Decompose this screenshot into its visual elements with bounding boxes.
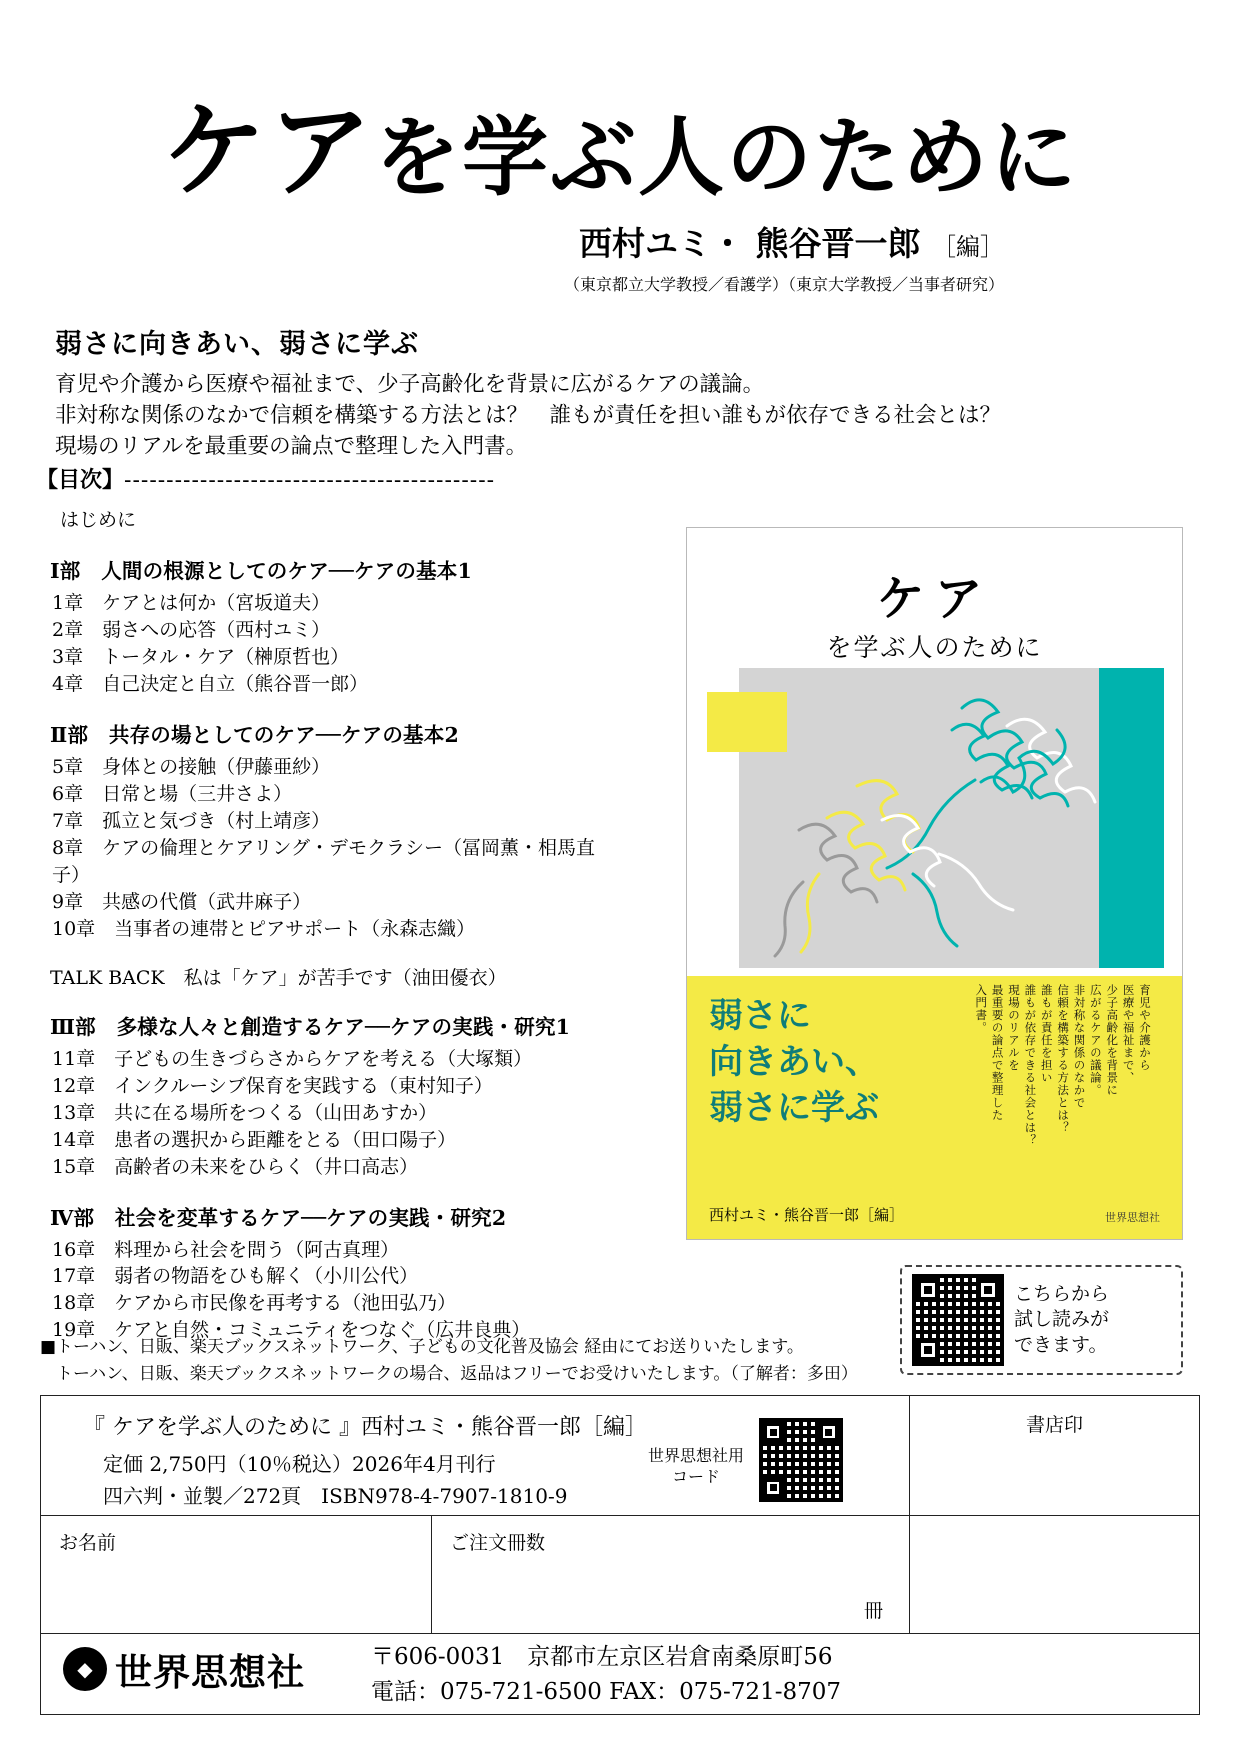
qr-eye-top-right xyxy=(818,1421,840,1443)
sample-read-box[interactable] xyxy=(900,1265,1183,1375)
toc-group-1 xyxy=(50,554,610,698)
lead-line-3: 現場のリアルを最重要の論点で整理した入門書。 xyxy=(55,434,528,460)
cover-vertical-copy xyxy=(974,984,1152,1184)
order-book-spec: 四六判・並製／272頁 ISBN978-4-7907-1810-9 xyxy=(103,1484,568,1508)
toc-intro: はじめに xyxy=(60,509,137,531)
cover-vcol: 現場のリアルを xyxy=(1007,984,1021,1072)
customer-name-label: お名前 xyxy=(59,1532,117,1554)
authors xyxy=(579,218,1004,265)
publisher-logo xyxy=(63,1642,305,1696)
publisher-code-label-line-1: 世界思想社用 xyxy=(647,1446,744,1465)
editor-mark: ［編］ xyxy=(932,233,1004,261)
toc-chapter: 18章 ケアから市民像を再考する（池田弘乃） xyxy=(52,1292,457,1315)
main-title-part2: を学ぶ人のために xyxy=(374,107,1078,208)
toc-chapter: 15章 高齢者の未来をひらく（井口高志） xyxy=(52,1155,419,1178)
toc-chapter: 6章 日常と場（三井さよ） xyxy=(52,782,293,805)
qr-code-sample-read[interactable] xyxy=(912,1274,1004,1366)
sample-read-line-3: できます。 xyxy=(1014,1333,1108,1356)
qr-eye-top-right xyxy=(976,1278,1000,1302)
toc-group-3 xyxy=(50,1010,610,1181)
toc-chapter: 2章 弱さへの応答（西村ユミ） xyxy=(52,618,331,641)
distribution-line-2: トーハン、日販、楽天ブックスネットワークの場合、返品はフリーでお受けいたします。（了解者：多田） xyxy=(56,1364,858,1385)
toc-chapter: 11章 子どもの生きづらさからケアを考える（大塚類） xyxy=(52,1047,533,1070)
qr-code-publisher-code[interactable] xyxy=(759,1418,843,1502)
order-form-input-row xyxy=(41,1516,1199,1634)
toc-chapter: 13章 共に在る場所をつくる（山田あすか） xyxy=(52,1101,438,1124)
cover-vcol: 医療や福祉まで、 xyxy=(1121,984,1136,1084)
publisher-code-label-line-2: コード xyxy=(671,1466,720,1486)
toc-chapter: 8章 ケアの倫理とケアリング・デモクラシー（冨岡薫・相馬直子） xyxy=(52,836,595,886)
toc-heading-dashes: -------------------------------------------- xyxy=(124,468,496,493)
toc-list xyxy=(50,505,610,1364)
cover-vcol: 広がるケアの議論。 xyxy=(1088,984,1103,1097)
cover-publisher: 世界思想社 xyxy=(1105,1211,1160,1224)
toc-chapter: 17章 弱者の物語をひも解く（小川公代） xyxy=(52,1265,419,1288)
toc-heading-label: 【目次】 xyxy=(36,467,125,493)
cover-vcol: 信頼を構築する方法とは？ xyxy=(1056,984,1071,1134)
cover-headline-line-1: 弱さに xyxy=(709,996,811,1036)
author-affiliations: （東京都立大学教授／看護学）（東京大学教授／当事者研究） xyxy=(563,275,1004,294)
sample-read-line-1: こちらから xyxy=(1014,1282,1110,1305)
publisher-emblem-icon xyxy=(63,1647,107,1691)
sample-read-line-2: 試し読みが xyxy=(1014,1308,1110,1331)
publisher-footer xyxy=(41,1634,1199,1712)
title-block xyxy=(0,89,1240,212)
order-form xyxy=(40,1395,1200,1715)
qr-eye-bottom-left xyxy=(916,1338,940,1362)
cover-lower xyxy=(687,976,1182,1239)
order-book-title: 『 ケアを学ぶ人のために 』西村ユミ・熊谷晋一郎［編］ xyxy=(83,1415,647,1440)
distribution-line-1: ■トーハン、日販、楽天ブックスネットワーク、子どもの文化普及協会 経由にてお送りいたします。 xyxy=(40,1337,804,1357)
main-title xyxy=(0,89,1240,212)
cover-subtitle: を学ぶ人のために xyxy=(826,633,1043,662)
cover-artwork xyxy=(707,668,1164,968)
cover-headline-line-2: 向きあい、 xyxy=(709,1041,879,1082)
publisher-telephone: 電話：075-721-6500 FAX：075-721-8707 xyxy=(371,1678,842,1705)
cover-vcol: 入門書。 xyxy=(974,984,989,1034)
order-form-book-row xyxy=(41,1396,1199,1516)
publisher-name: 世界思想社 xyxy=(115,1650,305,1694)
toc-chapter: 4章 自己決定と自立（熊谷晋一郎） xyxy=(52,672,369,695)
toc-chapter: 12章 インクルーシブ保育を実践する（東村知子） xyxy=(52,1074,493,1097)
toc-chapter: 10章 当事者の連帯とピアサポート（永森志織） xyxy=(52,917,476,940)
lead-headline: 弱さに向きあい、弱さに学ぶ xyxy=(55,329,419,360)
toc-chapter: 3章 トータル・ケア（榊原哲也） xyxy=(52,645,350,668)
toc-part-title: Ⅲ部 多様な人々と創造するケア──ケアの実践・研究1 xyxy=(50,1014,571,1039)
toc-chapter: 16章 料理から社会を問う（阿古真理） xyxy=(52,1238,400,1261)
cover-vcol: 育児や介護から xyxy=(1138,984,1152,1072)
lead-line-1: 育児や介護から医療や福祉まで、少子高齢化を背景に広がるケアの議論。 xyxy=(55,372,765,397)
publisher-contact xyxy=(371,1640,841,1709)
main-title-part1: ケア xyxy=(161,89,374,212)
cover-title: ケア xyxy=(876,571,993,627)
cover-headline xyxy=(709,994,879,1132)
order-quantity-label: ご注文冊数 xyxy=(450,1532,546,1554)
toc-chapter: 19章 ケアと自然・コミュニティをつなぐ（広井良典） xyxy=(52,1319,531,1342)
cover-vcol: 最重要の論点で整理した xyxy=(990,984,1005,1122)
toc-chapter: 14章 患者の選択から距離をとる（田口陽子） xyxy=(52,1128,457,1151)
customer-name-field[interactable] xyxy=(41,1516,431,1633)
qr-eye-top-left xyxy=(916,1278,940,1302)
sample-read-text xyxy=(1014,1282,1109,1359)
toc-part-title: Ⅳ部 社会を変革するケア──ケアの実践・研究2 xyxy=(50,1205,507,1230)
qr-eye-bottom-left xyxy=(762,1477,784,1499)
qr-eye-top-left xyxy=(762,1421,784,1443)
lead-copy xyxy=(55,322,1185,463)
toc-chapter: 5章 身体との接触（伊藤亜紗） xyxy=(52,755,331,778)
cover-vcol: 非対称な関係のなかで xyxy=(1072,984,1087,1109)
toc-part-title: Ⅱ部 共存の場としてのケア──ケアの基本2 xyxy=(50,722,459,747)
scribble-illustration xyxy=(707,668,1164,968)
authors-names: 西村ユミ・ 熊谷晋一郎 xyxy=(579,224,921,263)
cover-vcol: 誰もが依存できる社会とは？ xyxy=(1023,984,1038,1147)
distribution-note xyxy=(40,1334,860,1388)
publisher-address: 〒606-0031 京都市左京区岩倉南桑原町56 xyxy=(371,1644,833,1670)
toc-group-2 xyxy=(50,718,610,943)
order-quantity-field[interactable] xyxy=(431,1516,911,1633)
lead-line-2: 非対称な関係のなかで信頼を構築する方法とは？ 誰もが責任を担い誰もが依存できる社会とは？ xyxy=(55,403,1002,429)
order-quantity-unit: 冊 xyxy=(863,1600,883,1622)
toc-group-4 xyxy=(50,1201,610,1345)
toc-chapter: 9章 共感の代償（武井麻子） xyxy=(52,890,312,913)
cover-headline-line-3: 弱さに学ぶ xyxy=(709,1087,879,1128)
toc-heading xyxy=(36,463,495,494)
cover-vcol: 少子高齢化を背景に xyxy=(1105,984,1120,1097)
cover-upper xyxy=(687,528,1182,976)
cover-vcol: 誰もが責任を担い xyxy=(1039,984,1054,1084)
toc-chapter: 7章 孤立と気づき（村上靖彦） xyxy=(52,809,331,832)
order-book-price: 定価 2,750円（10％税込）2026年4月刊行 xyxy=(103,1452,496,1476)
toc-chapter: 1章 ケアとは何か（宮坂道夫） xyxy=(52,592,331,614)
bookstore-stamp-label: 書店印 xyxy=(1025,1414,1083,1436)
cover-credit: 西村ユミ・熊谷晋一郎［編］ xyxy=(709,1206,905,1224)
book-cover-image xyxy=(686,527,1183,1240)
toc-talk-back: TALK BACK 私は「ケア」が苦手です（油田優衣） xyxy=(50,966,507,989)
toc-part-title: Ⅰ部 人間の根源としてのケア──ケアの基本1 xyxy=(50,559,472,583)
publisher-code-label xyxy=(641,1446,751,1488)
